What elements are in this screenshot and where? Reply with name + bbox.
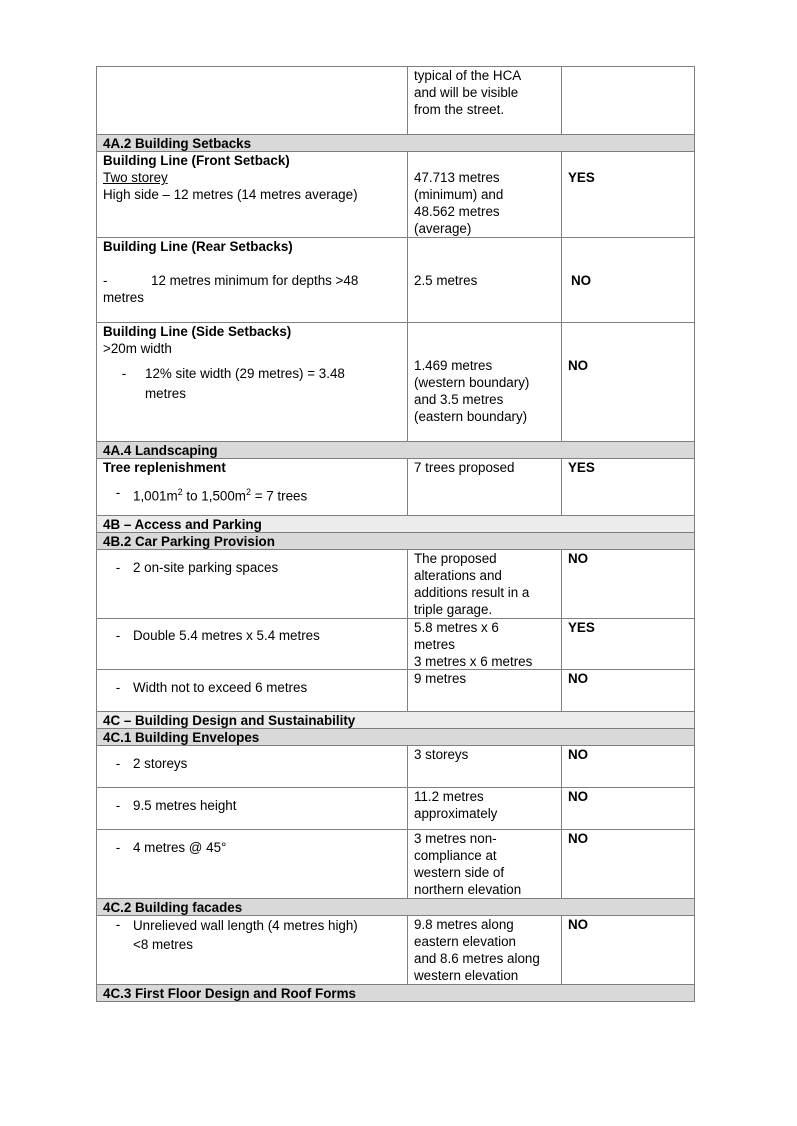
table-row: [96, 788, 695, 830]
requirement-cell: - 2 storeys: [97, 746, 408, 787]
requirement-cell: Building Line (Side Setbacks) >20m width - 12% site width (29 metres) = 3.48 metres: [97, 323, 408, 441]
table-row: [96, 323, 695, 442]
compliance-result: NO: [568, 831, 589, 846]
table-row: [96, 830, 695, 899]
value-cell: The proposed alterations and additions result in a triple garage.: [408, 550, 562, 618]
section-heading: 4B.2 Car Parking Provision: [96, 533, 695, 550]
table-row: [96, 550, 695, 619]
compliance-result: NO: [568, 917, 589, 932]
value-cell: 47.713 metres (minimum) and 48.562 metres (average): [408, 152, 562, 237]
requirement-cell: Building Line (Front Setback) Two storey High side – 12 metres (14 metres average): [97, 152, 408, 237]
requirement-cell: Building Line (Rear Setbacks) - 12 metres minimum for depths >48 metres: [97, 238, 408, 322]
section-heading: 4C – Building Design and Sustainability: [96, 712, 695, 729]
value-cell: 11.2 metres approximately: [408, 788, 562, 829]
compliance-result: NO: [568, 551, 589, 566]
table-row: [96, 152, 695, 238]
compliance-result: YES: [568, 620, 595, 635]
table-row: [96, 459, 695, 516]
value-cell: 7 trees proposed: [408, 459, 562, 515]
compliance-result: NO: [568, 747, 589, 762]
value-cell: typical of the HCA and will be visible from the street.: [408, 67, 562, 134]
compliance-result: NO: [571, 273, 592, 288]
value-cell: 2.5 metres: [408, 238, 562, 322]
compliance-result: NO: [568, 789, 589, 804]
table-row: [96, 238, 695, 323]
table-row: [96, 916, 695, 985]
requirement-cell: - 4 metres @ 45°: [97, 830, 408, 898]
section-heading: 4B – Access and Parking: [96, 516, 695, 533]
section-heading: 4C.3 First Floor Design and Roof Forms: [96, 985, 695, 1002]
requirement-cell: - Unrelieved wall length (4 metres high) <8 metres: [97, 916, 408, 984]
requirement-cell: - 9.5 metres height: [97, 788, 408, 829]
compliance-table: [96, 66, 695, 1002]
value-cell: 9 metres: [408, 670, 562, 711]
section-heading: 4C.1 Building Envelopes: [96, 729, 695, 746]
table-row: [96, 66, 695, 135]
value-cell: 3 metres non- compliance at western side of northern elevation: [408, 830, 562, 898]
compliance-result: YES: [568, 170, 595, 185]
value-cell: 3 storeys: [408, 746, 562, 787]
compliance-result: NO: [568, 358, 589, 373]
requirement-cell: Tree replenishment - $1,001m^2$ to $1,500m^2 = 7$ trees: [97, 459, 408, 515]
table-row: [96, 670, 695, 712]
value-cell: 5.8 metres x 6 metres 3 metres x 6 metres: [408, 619, 562, 669]
table-row: [96, 746, 695, 788]
requirement-cell: - 2 on-site parking spaces: [97, 550, 408, 618]
value-cell: 9.8 metres along eastern elevation and 8.6 metres along western elevation: [408, 916, 562, 984]
section-heading: 4C.2 Building facades: [96, 899, 695, 916]
compliance-result: NO: [568, 671, 589, 686]
section-heading: 4A.2 Building Setbacks: [96, 135, 695, 152]
value-cell: 1.469 metres (western boundary) and 3.5 metres (eastern boundary): [408, 323, 562, 441]
requirement-cell: - Width not to exceed 6 metres: [97, 670, 408, 711]
requirement-cell: - Double 5.4 metres x 5.4 metres: [97, 619, 408, 669]
section-heading: 4A.4 Landscaping: [96, 442, 695, 459]
compliance-result: YES: [568, 460, 595, 475]
table-row: [96, 619, 695, 670]
